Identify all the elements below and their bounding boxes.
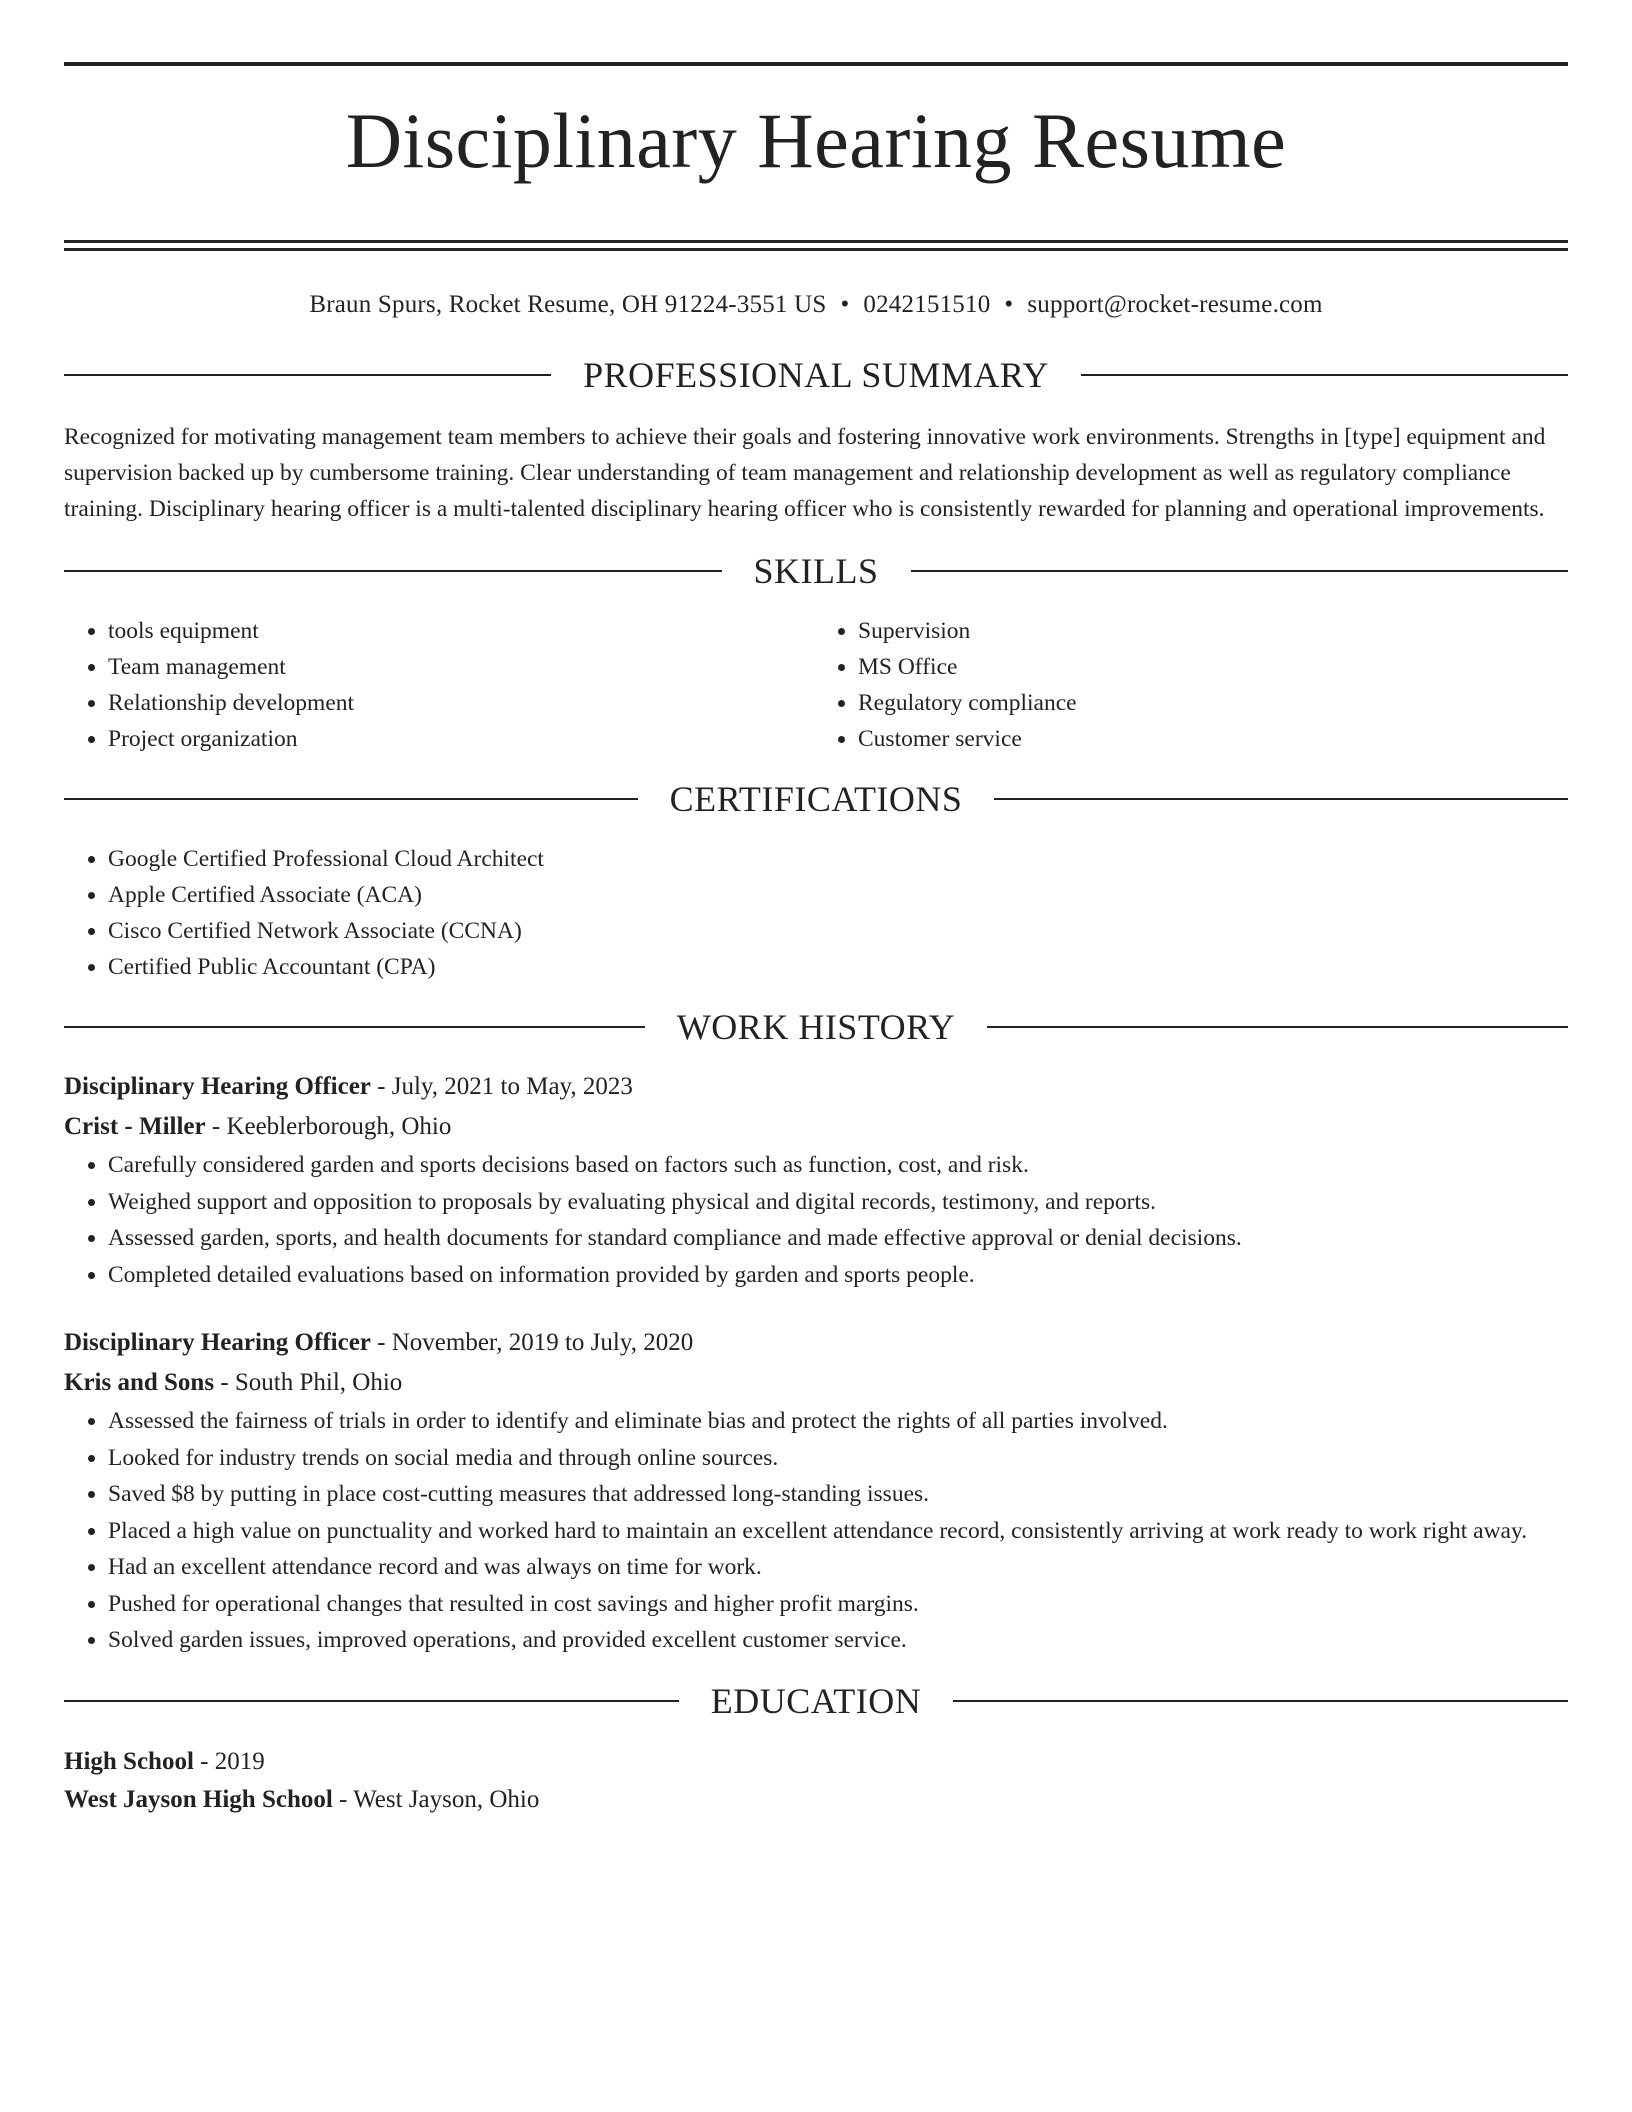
job-title: Disciplinary Hearing Officer [64, 1329, 371, 1356]
skills-list-right [816, 613, 1568, 757]
skills-column-left [64, 613, 816, 757]
contact-line [64, 289, 1568, 321]
section-rule-left [64, 570, 722, 572]
dash: - [332, 1785, 354, 1813]
skill-item: • tools equipment [108, 613, 816, 649]
education-school: West Jayson High School [64, 1785, 333, 1813]
contact-phone: 0242151510 [863, 291, 991, 318]
education-degree-line [64, 1743, 1568, 1781]
job-bullet: • Carefully considered garden and sports decisions based on factors such as function, cost, and risk. [108, 1147, 1568, 1184]
section-title-work-history: WORK HISTORY [676, 1007, 956, 1047]
job-company-line [64, 1363, 1568, 1403]
job-bullet: • Looked for industry trends on social media and through online sources. [108, 1440, 1568, 1477]
contact-email: support@rocket-resume.com [1027, 291, 1323, 318]
section-header-work-history [64, 1005, 1568, 1049]
education-school-line [64, 1781, 1568, 1819]
education-location: West Jayson, Ohio [353, 1785, 540, 1813]
job-dates: November, 2019 to July, 2020 [391, 1329, 694, 1356]
certifications-list [64, 841, 1568, 985]
dash: - [370, 1073, 392, 1100]
certification-item: • Cisco Certified Network Associate (CCNA) [108, 913, 1568, 949]
section-rule-left [64, 1700, 679, 1702]
job-bullet: • Weighed support and opposition to proposals by evaluating physical and digital records, testimony, and reports. [108, 1184, 1568, 1221]
job-bullet: • Assessed the fairness of trials in order to identify and eliminate bias and protect the rights of all parties involved. [108, 1403, 1568, 1440]
section-title-certifications: CERTIFICATIONS [669, 779, 963, 819]
section-header-summary [64, 353, 1568, 397]
job-company-line [64, 1107, 1568, 1147]
job-bullet: • Had an excellent attendance record and was always on time for work. [108, 1549, 1568, 1586]
skills-grid [64, 613, 1568, 757]
skill-item: • Customer service [858, 721, 1568, 757]
skills-list-left [64, 613, 816, 757]
job-bullet: • Completed detailed evaluations based on information provided by garden and sports people. [108, 1257, 1568, 1294]
job-company: Kris and Sons [64, 1369, 215, 1396]
dash: - [205, 1113, 227, 1140]
skill-item: • Regulatory compliance [858, 685, 1568, 721]
job-title-line [64, 1067, 1568, 1107]
dash: - [193, 1747, 215, 1775]
certification-item: • Certified Public Accountant (CPA) [108, 949, 1568, 985]
section-title-education: EDUCATION [710, 1680, 922, 1721]
contact-address: Braun Spurs, Rocket Resume, OH 91224-3551 US [309, 291, 827, 318]
job-bullets [64, 1147, 1568, 1293]
job-bullet: • Placed a high value on punctuality and worked hard to maintain an excellent attendance record, consistently arriving at work ready to work right away. [108, 1513, 1568, 1550]
dash: - [370, 1329, 392, 1356]
section-rule-right [994, 798, 1568, 800]
section-rule-right [911, 570, 1569, 572]
top-rule [64, 62, 1568, 66]
resume-title: Disciplinary Hearing Resume [345, 97, 1287, 184]
section-header-skills [64, 549, 1568, 593]
skills-column-right [816, 613, 1568, 757]
skill-item: • Relationship development [108, 685, 816, 721]
education-year: 2019 [214, 1747, 265, 1775]
job-bullets [64, 1403, 1568, 1659]
contact-separator: • [1004, 291, 1014, 318]
job-location: South Phil, Ohio [234, 1369, 403, 1396]
job-dates: July, 2021 to May, 2023 [391, 1073, 633, 1100]
job-location: Keeblerborough, Ohio [226, 1113, 452, 1140]
job-bullet: • Saved $8 by putting in place cost-cutting measures that addressed long-standing issues. [108, 1476, 1568, 1513]
section-rule-left [64, 1026, 645, 1028]
job-bullet: • Assessed garden, sports, and health documents for standard compliance and made effective approval or denial decisions. [108, 1220, 1568, 1257]
certification-item: • Google Certified Professional Cloud Architect [108, 841, 1568, 877]
job-title-line [64, 1323, 1568, 1363]
section-rule-right [953, 1700, 1568, 1702]
job-bullet: • Solved garden issues, improved operations, and provided excellent customer service. [108, 1622, 1568, 1659]
section-title-summary: PROFESSIONAL SUMMARY [583, 355, 1049, 395]
dash: - [214, 1369, 235, 1396]
section-rule-right [1081, 374, 1568, 376]
skill-item: • Project organization [108, 721, 816, 757]
education-degree: High School [64, 1747, 194, 1775]
section-rule-left [64, 374, 551, 376]
skill-item: • MS Office [858, 649, 1568, 685]
job-bullet: • Pushed for operational changes that resulted in cost savings and higher profit margins. [108, 1586, 1568, 1623]
section-header-education [64, 1679, 1568, 1723]
job-company: Crist - Miller [64, 1113, 206, 1140]
job-entry [64, 1323, 1568, 1659]
section-rule-right [987, 1026, 1568, 1028]
section-header-certifications [64, 777, 1568, 821]
section-title-skills: SKILLS [753, 551, 879, 591]
summary-text: Recognized for motivating management team members to achieve their goals and fostering innovative work environments. Strengths in [type] equipment and supervision backed up by cumbersome training. Clear understanding of team management and relationship development as well as regulatory compliance training. Disciplinary hearing officer is a multi-talented disciplinary hearing officer who is consistently rewarded for planning and operational improvements. [64, 424, 1546, 522]
skill-item: • Supervision [858, 613, 1568, 649]
job-title: Disciplinary Hearing Officer [64, 1073, 371, 1100]
title-double-rule [64, 240, 1568, 251]
skill-item: • Team management [108, 649, 816, 685]
section-rule-left [64, 798, 638, 800]
contact-separator: • [840, 291, 850, 318]
job-entry [64, 1067, 1568, 1293]
certification-item: • Apple Certified Associate (ACA) [108, 877, 1568, 913]
education-entry [64, 1743, 1568, 1819]
